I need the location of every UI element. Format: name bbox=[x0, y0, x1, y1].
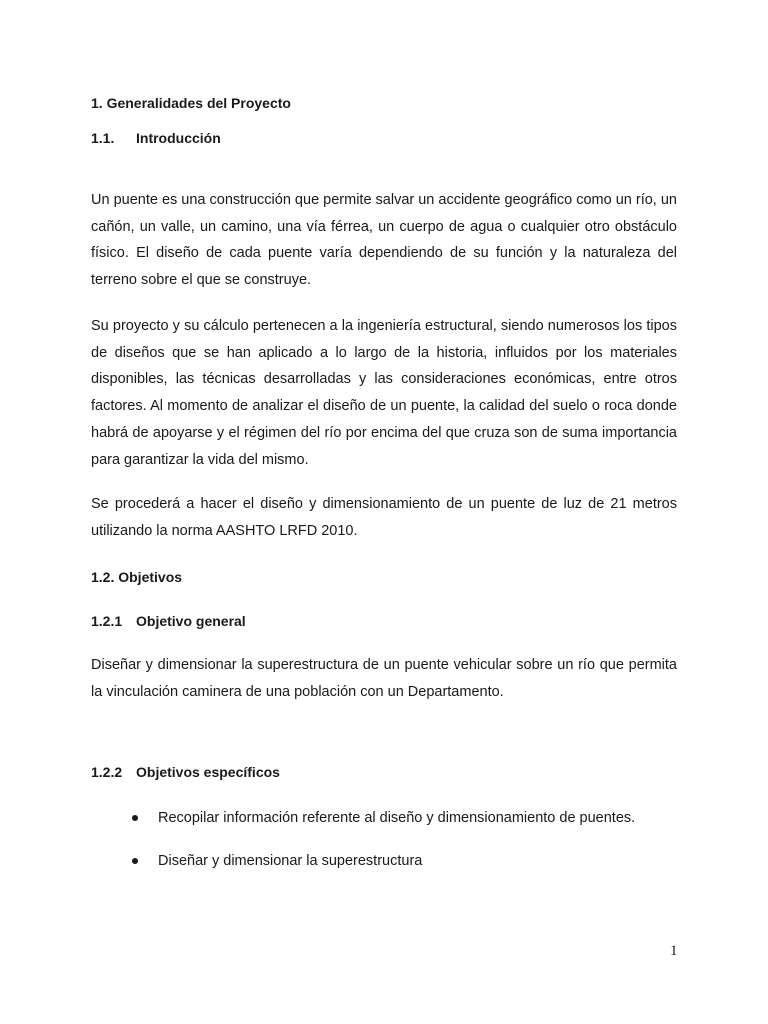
page-number: 1 bbox=[670, 943, 678, 959]
intro-paragraph-1: Un puente es una construcción que permite salvar un accidente geográfico como un río, un cañón, un valle, un camino, una vía férrea, un cuerpo de agua o cualquier otro obstáculo físico. El diseño de cada puente varía dependiendo de su función y la naturaleza del terreno sobre el que se construye. bbox=[91, 192, 677, 289]
section-heading-1-2-1 bbox=[91, 612, 246, 630]
section-number: 1.2.2 bbox=[91, 764, 123, 780]
intro-paragraph-3: Se procederá a hacer el diseño y dimensionamiento de un puente de luz de 21 metros utilizando la norma AASHTO LRFD 2010. bbox=[91, 496, 677, 539]
section-heading-1: 1. Generalidades del Proyecto bbox=[91, 95, 291, 111]
section-heading-1-1 bbox=[91, 129, 221, 147]
section-heading-1-2: 1.2. Objetivos bbox=[91, 569, 183, 585]
section-title: Introducción bbox=[136, 130, 221, 146]
bullet-icon bbox=[132, 815, 138, 821]
general-objective-paragraph: Diseñar y dimensionar la superestructura de un puente vehicular sobre un río que permita la vinculación caminera de una población con un Departamento. bbox=[91, 657, 677, 700]
section-title: Objetivo general bbox=[136, 613, 246, 629]
section-heading-1-2-2 bbox=[91, 763, 280, 781]
section-number: 1.1. bbox=[91, 130, 115, 146]
list-item-text: Diseñar y dimensionar la superestructura bbox=[158, 853, 423, 869]
bullet-icon bbox=[132, 858, 138, 864]
list-item-text: Recopilar información referente al diseño y dimensionamiento de puentes. bbox=[158, 810, 636, 826]
section-title: Objetivos específicos bbox=[136, 764, 280, 780]
section-number: 1.2.1 bbox=[91, 613, 123, 629]
intro-paragraph-2: Su proyecto y su cálculo pertenecen a la ingeniería estructural, siendo numerosos los tipos de diseños que se han aplicado a lo largo de la historia, influidos por los materiales disponibles, las técnicas desarrolladas y las consideraciones económicas, entre otros factores. Al momento de analizar el diseño de un puente, la calidad del suelo o roca donde habrá de apoyarse y el régimen del río por encima del que cruza son de suma importancia para garantizar la vida del mismo. bbox=[91, 318, 677, 468]
